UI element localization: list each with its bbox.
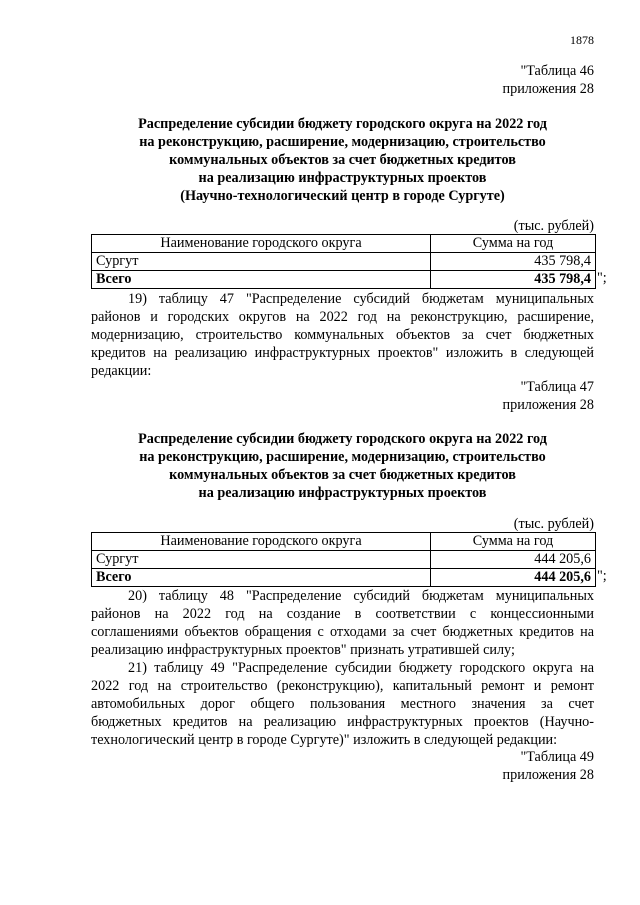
table47-ref-line1: "Таблица 47 <box>520 379 594 395</box>
paragraph-line: бюджетных кредитов на реализацию инфраструктурных проектов (Научно- <box>91 714 594 730</box>
table46 <box>91 234 596 289</box>
table47-closing-quote: "; <box>597 568 607 584</box>
column-header-name: Наименование городского округа <box>92 533 431 551</box>
table46-reference <box>91 62 594 98</box>
table47-title-line: коммунальных объектов за счет бюджетных кредитов <box>169 467 516 483</box>
table46-ref-line1: "Таблица 46 <box>520 63 594 79</box>
row-name: Сургут <box>92 253 431 271</box>
item19-paragraph <box>91 290 594 380</box>
table47-ref-line2: приложения 28 <box>502 397 594 413</box>
table46-closing-quote: "; <box>597 270 607 286</box>
column-header-amount: Сумма на год <box>431 235 596 253</box>
paragraph-line: кредитов на реализацию инфраструктурных проектов" изложить в следующей <box>91 345 594 361</box>
table-row <box>92 551 596 569</box>
table-row <box>92 253 596 271</box>
paragraph-line: автомобильных дорог общего пользования местного значения за счет <box>91 696 594 712</box>
table47-reference <box>91 378 594 414</box>
paragraph-line: 20) таблицу 48 "Распределение субсидий бюджетам муниципальных <box>128 588 594 604</box>
paragraph-line: 21) таблицу 49 "Распределение субсидии бюджету городского округа на <box>128 660 594 676</box>
column-header-amount: Сумма на год <box>431 533 596 551</box>
table47-title-line: на реализацию инфраструктурных проектов <box>198 485 487 501</box>
table46-units: (тыс. рублей) <box>513 218 594 234</box>
table46-title-line: на реализацию инфраструктурных проектов <box>198 170 487 186</box>
total-label: Всего <box>92 271 431 289</box>
total-amount: 435 798,4 <box>431 271 596 289</box>
table47-title-line: на реконструкцию, расширение, модернизацию, строительство <box>139 449 546 465</box>
table-header-row <box>92 235 596 253</box>
table47-title <box>91 430 594 502</box>
paragraph-line: редакции: <box>91 363 152 379</box>
table49-reference <box>91 748 594 784</box>
total-label: Всего <box>92 569 431 587</box>
paragraph-line: реализацию инфраструктурных проектов" признать утратившей силу; <box>91 642 515 658</box>
paragraph-line: модернизацию, строительство коммунальных объектов за счет бюджетных <box>91 327 594 343</box>
row-name: Сургут <box>92 551 431 569</box>
table46-title <box>91 115 594 205</box>
paragraph-line: районов и городских округов на 2022 год на реконструкцию, расширение, <box>91 309 594 325</box>
table46-ref-line2: приложения 28 <box>502 81 594 97</box>
table46-title-line: коммунальных объектов за счет бюджетных кредитов <box>169 152 516 168</box>
table46-title-line: на реконструкцию, расширение, модернизацию, строительство <box>139 134 546 150</box>
table-header-row <box>92 533 596 551</box>
table49-ref-line2: приложения 28 <box>502 767 594 783</box>
table47 <box>91 532 596 587</box>
column-header-name: Наименование городского округа <box>92 235 431 253</box>
paragraph-line: 2022 год на строительство (реконструкцию), капитальный ремонт и ремонт <box>91 678 594 694</box>
total-amount: 444 205,6 <box>431 569 596 587</box>
paragraph-line: 19) таблицу 47 "Распределение субсидий бюджетам муниципальных <box>128 291 594 307</box>
table46-title-line: Распределение субсидии бюджету городского округа на 2022 год <box>138 116 547 132</box>
table47-units: (тыс. рублей) <box>513 516 594 532</box>
page-number: 1878 <box>570 33 594 47</box>
table47-title-line: Распределение субсидии бюджету городского округа на 2022 год <box>138 431 547 447</box>
paragraph-line: районов на 2022 год на создание в соответствии с концессионными <box>91 606 594 622</box>
table-total-row <box>92 271 596 289</box>
row-amount: 444 205,6 <box>431 551 596 569</box>
paragraph-line: соглашениями объектов обращения с отходами за счет бюджетных кредитов на <box>91 624 594 640</box>
paragraph-line: технологический центр в городе Сургуте)" изложить в следующей редакции: <box>91 732 558 748</box>
table-total-row <box>92 569 596 587</box>
row-amount: 435 798,4 <box>431 253 596 271</box>
item21-paragraph <box>91 659 594 749</box>
table49-ref-line1: "Таблица 49 <box>520 749 594 765</box>
table46-title-line: (Научно-технологический центр в городе Сургуте) <box>180 188 505 204</box>
item20-paragraph <box>91 587 594 659</box>
